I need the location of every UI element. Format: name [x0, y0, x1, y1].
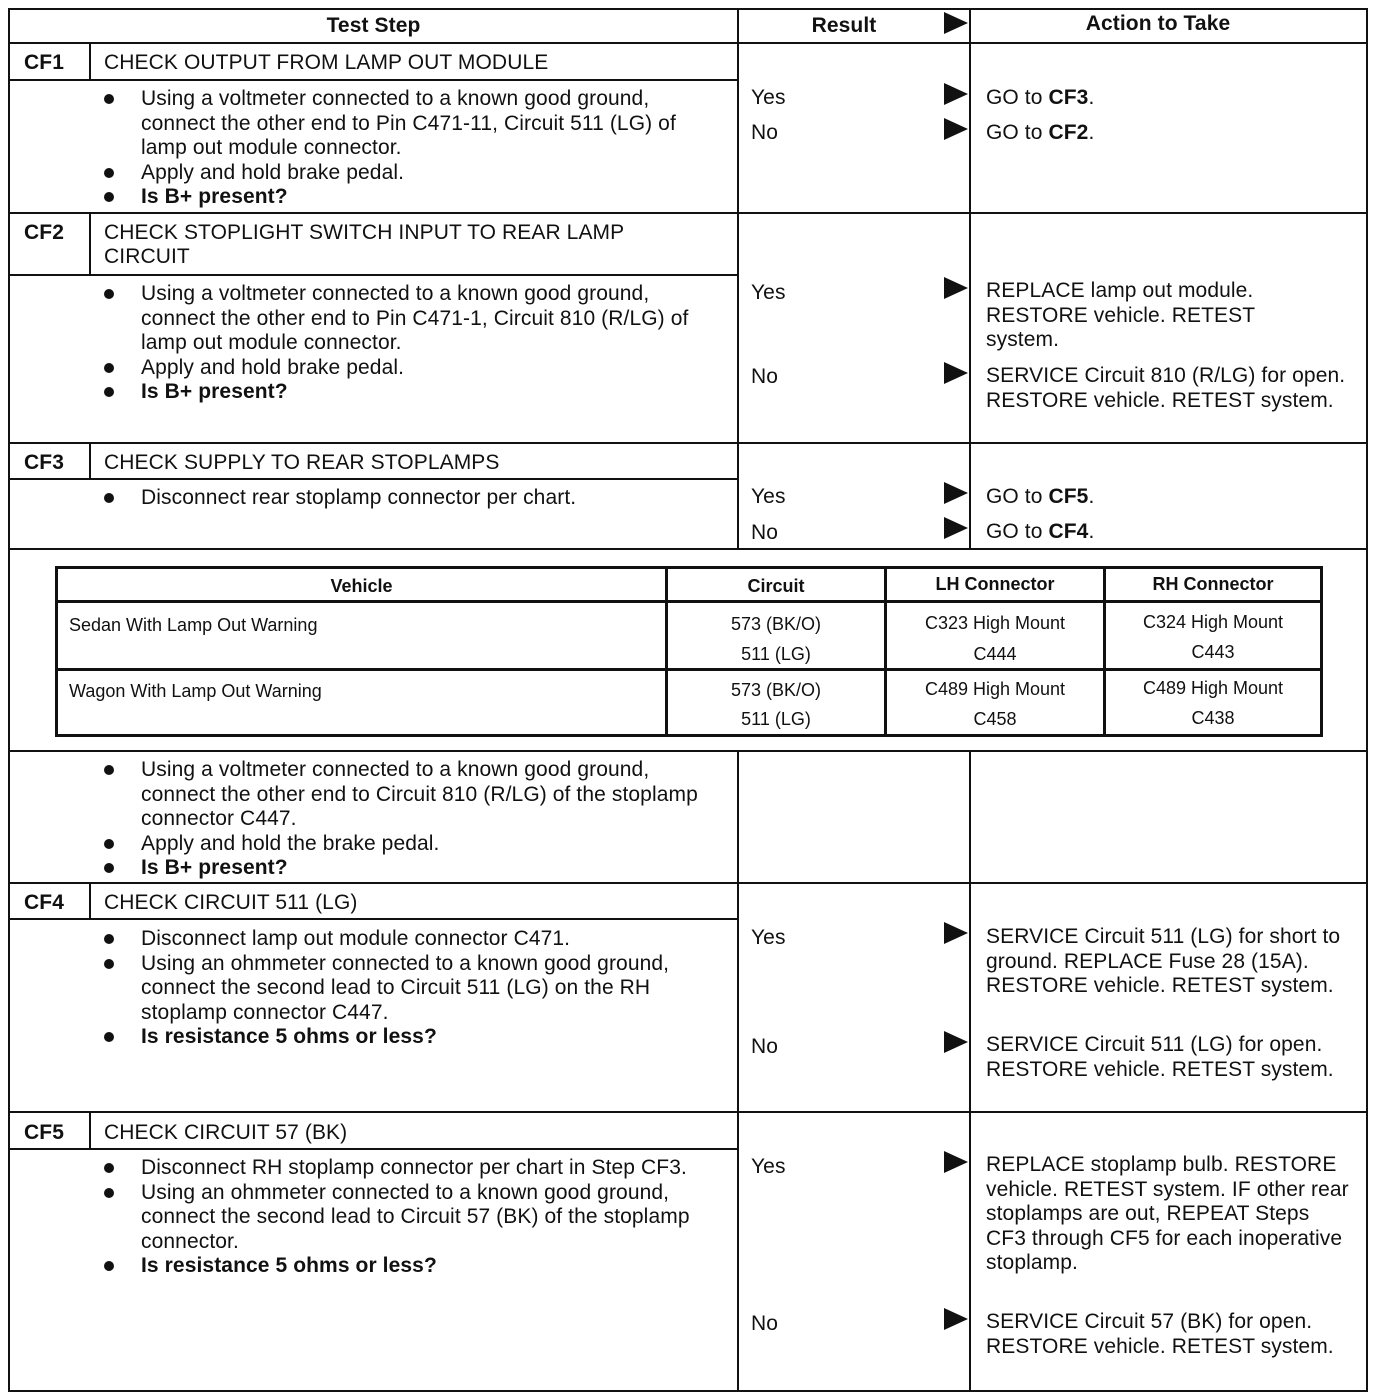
rule [8, 918, 738, 920]
rule [8, 8, 1368, 10]
bullet-item: Apply and hold the brake pedal. [104, 832, 704, 857]
rule [8, 548, 1368, 550]
chart-header-lh-connector: LH Connector [935, 574, 1055, 594]
arrow-right-icon [944, 12, 968, 34]
rule [55, 566, 1323, 569]
header-result: Result [811, 14, 877, 37]
header-test-step: Test Step [326, 14, 421, 37]
action-text: GO to [986, 485, 1049, 508]
step-title: CHECK CIRCUIT 57 (BK) [104, 1121, 348, 1144]
bullet-item: Using an ohmmeter connected to a known good ground, connect the second lead to Circuit 57 (BK) of the stoplamp connector. [104, 1181, 704, 1255]
rule [89, 442, 91, 479]
chart-cell-circuit: 573 (BK/O) [730, 680, 822, 700]
bullet-question: Is B+ present? [104, 856, 704, 881]
step-instructions [104, 282, 704, 405]
step-id: CF1 [24, 51, 64, 74]
arrow-right-icon [944, 482, 968, 504]
step-id: CF4 [24, 891, 64, 914]
step-title: CHECK STOPLIGHT SWITCH INPUT TO REAR LAMP CIRCUIT [104, 221, 624, 268]
arrow-right-icon [944, 83, 968, 105]
arrow-right-icon [944, 362, 968, 384]
bullet-item: Using a voltmeter connected to a known good ground, connect the other end to Pin C471-11, Circuit 511 (LG) of lamp out module connector. [104, 87, 704, 161]
chart-cell-circuit: 511 (LG) [741, 644, 811, 664]
header-action: Action to Take [1085, 12, 1231, 35]
rule [8, 1148, 738, 1150]
rule [8, 442, 1368, 444]
rule [89, 1111, 91, 1149]
chart-cell-lh-connector: C323 High Mount [924, 613, 1066, 633]
bullet-question: Is resistance 5 ohms or less? [104, 1254, 704, 1279]
chart-cell-rh-connector: C489 High Mount [1142, 678, 1284, 698]
arrow-right-icon [944, 118, 968, 140]
rule [8, 8, 10, 1392]
bullet-item: Disconnect rear stoplamp connector per chart. [104, 486, 704, 511]
action-text: . [1088, 485, 1095, 508]
rule [1320, 566, 1323, 737]
chart-cell-rh-connector: C324 High Mount [1142, 612, 1284, 632]
result-no: No [751, 365, 779, 388]
rule [55, 734, 1323, 737]
bullet-item: Using an ohmmeter connected to a known good ground, connect the second lead to Circuit 511 (LG) on the RH stoplamp connector C447. [104, 952, 704, 1026]
rule [8, 750, 1368, 752]
rule [737, 8, 739, 549]
step-id: CF5 [24, 1121, 64, 1144]
rule [8, 882, 1368, 884]
action-no: SERVICE Circuit 511 (LG) for open. RESTORE vehicle. RETEST system. [986, 1033, 1334, 1081]
step-instructions [104, 927, 704, 1050]
rule [55, 600, 1323, 603]
rule [89, 882, 91, 919]
step-reference: CF5 [1048, 485, 1089, 508]
chart-cell-rh-connector: C438 [1191, 708, 1235, 728]
result-no: No [751, 1035, 779, 1058]
result-no: No [751, 121, 779, 144]
rule [969, 8, 971, 549]
rule [1366, 8, 1368, 1392]
bullet-item: Disconnect RH stoplamp connector per chart in Step CF3. [104, 1156, 704, 1181]
rule [89, 212, 91, 275]
chart-cell-rh-connector: C443 [1191, 642, 1235, 662]
rule [969, 750, 971, 1390]
action-yes [986, 485, 1094, 509]
bullet-item: Using a voltmeter connected to a known good ground, connect the other end to Circuit 810 (R/LG) of the stoplamp connector C447. [104, 758, 704, 832]
rule [8, 1390, 1368, 1392]
action-no [986, 520, 1094, 544]
action-text: GO to [986, 520, 1049, 543]
result-yes: Yes [751, 485, 786, 508]
rule [8, 478, 738, 480]
bullet-item: Apply and hold brake pedal. [104, 161, 704, 186]
bullet-question: Is B+ present? [104, 185, 704, 210]
action-text: GO to [986, 86, 1049, 109]
chart-cell-circuit: 511 (LG) [741, 709, 811, 729]
result-yes: Yes [751, 926, 786, 949]
arrow-right-icon [944, 1308, 968, 1330]
action-text: . [1088, 520, 1095, 543]
chart-header-circuit: Circuit [747, 576, 805, 596]
step-reference: CF4 [1048, 520, 1089, 543]
result-no: No [751, 521, 779, 544]
arrow-right-icon [944, 1031, 968, 1053]
action-yes: REPLACE stoplamp bulb. RESTORE vehicle. RETEST system. IF other rear stoplamps are out, REPEAT Steps CF3 through CF5 for each inoperative stoplamp. [986, 1153, 1349, 1275]
action-yes [986, 86, 1094, 110]
bullet-item: Using a voltmeter connected to a known good ground, connect the other end to Pin C471-1, Circuit 810 (R/LG) of lamp out module connector. [104, 282, 704, 356]
step-title: CHECK SUPPLY TO REAR STOPLAMPS [104, 451, 500, 474]
step-reference: CF2 [1048, 121, 1089, 144]
action-text: . [1088, 86, 1095, 109]
step-title: CHECK CIRCUIT 511 (LG) [104, 891, 358, 914]
chart-cell-lh-connector: C444 [973, 644, 1017, 664]
chart-header-rh-connector: RH Connector [1152, 574, 1274, 594]
chart-cell-lh-connector: C458 [973, 709, 1017, 729]
arrow-right-icon [944, 1151, 968, 1173]
chart-header-vehicle: Vehicle [330, 576, 393, 596]
step-instructions [104, 1156, 704, 1279]
result-yes: Yes [751, 86, 786, 109]
arrow-right-icon [944, 517, 968, 539]
action-no: SERVICE Circuit 810 (R/LG) for open. RESTORE vehicle. RETEST system. [986, 364, 1346, 412]
bullet-item: Apply and hold brake pedal. [104, 356, 704, 381]
rule [8, 79, 738, 81]
chart-cell-vehicle: Wagon With Lamp Out Warning [69, 681, 322, 701]
bullet-item: Disconnect lamp out module connector C471. [104, 927, 704, 952]
step-instructions [104, 87, 704, 210]
action-no [986, 121, 1094, 145]
action-yes: SERVICE Circuit 511 (LG) for short to ground. REPLACE Fuse 28 (15A). RESTORE vehicle. RETEST system. [986, 925, 1341, 998]
rule [8, 1111, 1368, 1113]
action-no: SERVICE Circuit 57 (BK) for open. RESTORE vehicle. RETEST system. [986, 1310, 1334, 1358]
bullet-question: Is B+ present? [104, 380, 704, 405]
chart-cell-vehicle: Sedan With Lamp Out Warning [69, 615, 318, 635]
chart-cell-lh-connector: C489 High Mount [924, 679, 1066, 699]
step-instructions [104, 758, 704, 881]
result-yes: Yes [751, 1155, 786, 1178]
bullet-question: Is resistance 5 ohms or less? [104, 1025, 704, 1050]
step-id: CF3 [24, 451, 64, 474]
step-title: CHECK OUTPUT FROM LAMP OUT MODULE [104, 51, 549, 74]
result-no: No [751, 1312, 779, 1335]
rule [89, 42, 91, 80]
action-text: . [1088, 121, 1095, 144]
step-instructions [104, 486, 704, 511]
rule [737, 750, 739, 1390]
step-reference: CF3 [1048, 86, 1089, 109]
rule [8, 274, 738, 276]
action-text: GO to [986, 121, 1049, 144]
step-id: CF2 [24, 221, 64, 244]
arrow-right-icon [944, 922, 968, 944]
rule [8, 42, 1368, 44]
chart-cell-circuit: 573 (BK/O) [730, 614, 822, 634]
result-yes: Yes [751, 281, 786, 304]
rule [8, 212, 1368, 214]
rule [55, 668, 1323, 671]
arrow-right-icon [944, 277, 968, 299]
action-yes: REPLACE lamp out module. RESTORE vehicle. RETEST system. [986, 279, 1255, 352]
